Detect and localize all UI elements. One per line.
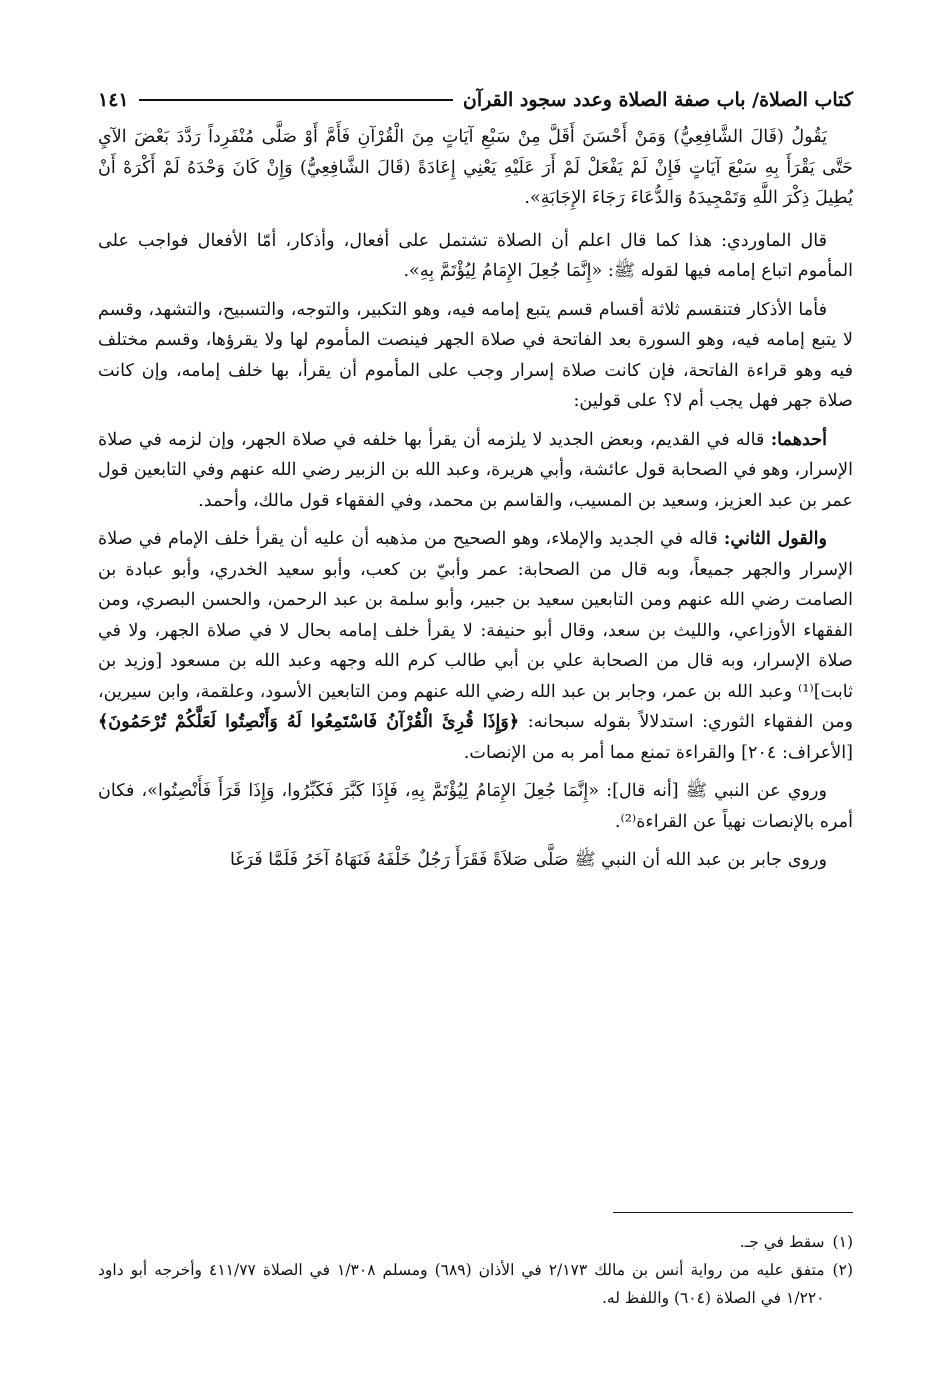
footnote-item	[98, 1256, 853, 1312]
paragraph-lead: والقول الثاني:	[723, 528, 827, 549]
paragraph-lead: أحدهما:	[770, 428, 827, 450]
footnote-number: (١)	[832, 1233, 853, 1251]
header-rule	[139, 99, 453, 101]
paragraph-hadith	[98, 776, 853, 837]
footnote-item	[98, 1228, 853, 1256]
paragraph-second-opinion	[98, 524, 853, 768]
page-number: ١٤١	[98, 89, 129, 111]
footnote-rule	[613, 1212, 853, 1213]
paragraph-text: يَقُولُ (قَالَ الشَّافِعِيُّ) وَمَنْ أَحْسَنَ أَقَلَّ مِنْ سَبْعِ آيَاتٍ مِنَ الْقُرْآنِ فَأَمَّ أَوْ صَلَّى مُنْفَرِداً رَدَّدَ بَعْضَ الآيِ حَتَّى يَقْرَأَ بِهِ سَبْعَ آيَاتٍ فَإِنْ لَمْ يَفْعَلْ لَمْ أَرَ عَلَيْهِ يَعْنِي إِعَادَةً (قَالَ الشَّافِعِيُّ) وَإِنْ كَانَ وَحْدَهُ لَمْ أَكْرَهْ أَنْ يُطِيلَ ذِكْرَ اللَّهِ وَتَمْجِيدَهُ وَالدُّعَاءَ رَجَاءَ الإِجَابَةِ».	[98, 127, 853, 208]
running-head: كتاب الصلاة/ باب صفة الصلاة وعدد سجود القرآن	[462, 89, 853, 111]
paragraph-text: وروى جابر بن عبد الله أن النبي ﷺ صَلَّى صَلاَةً فَقَرَأَ رَجُلٌ خَلْفَهُ فَنَهَاهُ آخَرُ فَلَمَّا فَرَغَا	[229, 850, 827, 870]
paragraph-adhkar	[98, 295, 853, 417]
paragraph-text: قاله في القديم، وبعض الجديد لا يلزمه أن يقرأ بها خلفه في صلاة الجهر، وإن لزمه في صلاة الإسرار، وهو في الصحابة قول عائشة، وأبي هريرة، وعبد الله بن الزبير رضي الله عنهم وفي التابعين قول عمر بن عبد العزيز، وسعيد بن المسيب، والقاسم بن محمد، وفي الفقهاء قول مالك، وأحمد.	[98, 429, 853, 511]
footnotes	[98, 1228, 853, 1312]
paragraph-text: فأما الأذكار فتنقسم ثلاثة أقسام قسم يتبع إمامه فيه، وهو التكبير، والتوجه، والتسبيح، والتشهد، وقسم لا يتبع إمامه فيه، وهو السورة بعد الفاتحة في صلاة الجهر فينصت المأموم لها ولا يقرؤها، وقسم مختلف فيه وهو قراءة الفاتحة، فإن كانت صلاة إسرار وجب على المأموم أن يقرأ، بها خلف إمامه، وإن كانت صلاة جهر فهل يجب أم لا؟ على قولين:	[98, 299, 853, 411]
paragraph-text: قال الماوردي: هذا كما قال اعلم أن الصلاة تشتمل على أفعال، وأذكار، أمّا الأفعال فواجب على المأموم اتباع إمامه فيها لقوله ﷺ: «إِنَّمَا جُعِلَ الإِمَامُ لِيُؤْتَمَّ بِهِ».	[98, 230, 853, 281]
mattn-paragraph	[98, 122, 853, 214]
paragraph-first-opinion	[98, 425, 853, 517]
page-header	[98, 82, 853, 118]
paragraph-tail: [الأعراف: ٢٠٤] والقراءة تمنع مما أمر به من الإنصات.	[463, 742, 853, 763]
quran-verse: ﴿وَإِذَا قُرِئَ الْقُرْآنُ فَاسْتَمِعُوا لَهُ وَأَنْصِتُوا لَعَلَّكُمْ تُرْحَمُونَ﴾	[98, 711, 520, 732]
paragraph-text: وروي عن النبي ﷺ [أنه قال]: «إِنَّمَا جُعِلَ الإِمَامُ لِيُؤْتَمَّ بِهِ، فَإِذَا كَبَّرَ فَكَبِّرُوا، وَإِذَا قَرَأَ فَأَنْصِتُوا»، فكان أمره بالإنصات نهياً عن القراءة⁽²⁾.	[98, 781, 853, 832]
paragraph-mawardi	[98, 226, 853, 287]
footnote-text: متفق عليه من رواية أنس بن مالك ٢/١٧٣ في الأذان (٦٨٩) ومسلم ١/٣٠٨ في الصلاة ٤١١/٧٧ وأخرجه أبو داود ١/٢٢٠ في الصلاة (٦٠٤) واللفظ له.	[98, 1261, 825, 1307]
paragraph-text: قاله في الجديد والإملاء، وهو الصحيح من مذهبه أن عليه أن يقرأ خلف الإمام في صلاة الإسرار والجهر جميعاً، وبه قال من الصحابة: عمر وأبيّ بن كعب، وأبو سعيد الخدري، وأبو عبادة بن الصامت رضي الله عنهم ومن التابعين سعيد بن جبير، وأبو سلمة بن عبد الرحمن، والحسن البصري، ومن الفقهاء الأوزاعي، والليث بن سعد، وقال أبو حنيفة: لا يقرأ خلف إمامه بحال لا في صلاة الجهر، ولا في صلاة الإسرار، وبه قال من الصحابة علي بن أبي طالب كرم الله وجهه وعبد الله بن مسعود [وزيد بن ثابت]⁽¹⁾ وعبد الله بن عمر، وجابر بن عبد الله رضي الله عنهم ومن التابعين الأسود، وعلقمة، وابن سيرين، ومن الفقهاء الثوري: استدلالاً بقوله سبحانه:	[98, 529, 853, 732]
footnote-text: سقط في جـ.	[739, 1233, 825, 1251]
footnote-number: (٢)	[832, 1261, 853, 1279]
body-text	[98, 122, 853, 884]
paragraph-jabir	[98, 845, 853, 876]
